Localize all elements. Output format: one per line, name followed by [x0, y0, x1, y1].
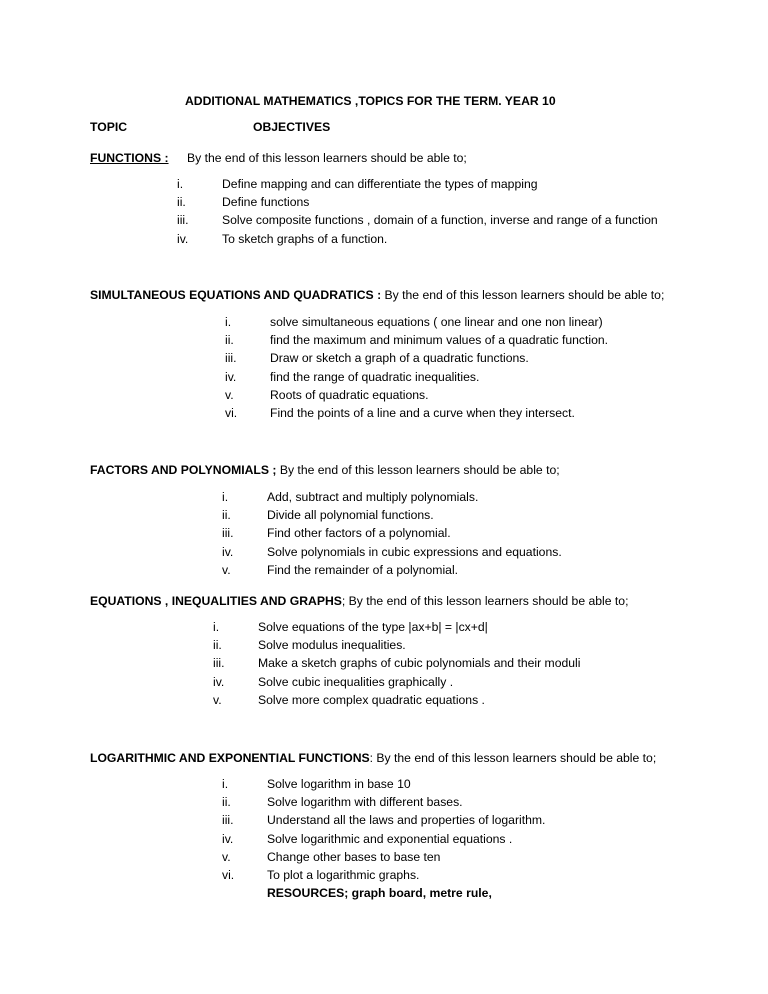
section-heading-simultaneous: SIMULTANEOUS EQUATIONS AND QUADRATICS : — [90, 288, 382, 302]
list-item-number: iv. — [222, 831, 234, 846]
list-item-number: iii. — [222, 526, 234, 541]
list-item-number: ii. — [225, 333, 234, 348]
list-item-number: ii. — [222, 508, 231, 523]
section-intro-equations: ; By the end of this lesson learners should be able to; — [341, 594, 629, 608]
section-heading-equations: EQUATIONS , INEQUALITIES AND GRAPHS — [90, 594, 342, 608]
section-heading-polynomials: FACTORS AND POLYNOMIALS ; — [90, 463, 277, 477]
list-item-text: Solve modulus inequalities. — [258, 638, 406, 653]
section-heading-functions: FUNCTIONS : — [90, 151, 169, 165]
list-item-text: Solve logarithmic and exponential equations . — [267, 831, 513, 846]
list-item-number: v. — [222, 562, 231, 577]
list-item-text: find the maximum and minimum values of a quadratic function. — [270, 333, 609, 348]
list-item-text: Draw or sketch a graph of a quadratic functions. — [270, 351, 529, 366]
list-item-text: Solve logarithm with different bases. — [267, 795, 463, 810]
list-item-text: To sketch graphs of a function. — [222, 231, 388, 246]
list-item-text: find the range of quadratic inequalities. — [270, 369, 480, 384]
list-item-number: v. — [222, 849, 231, 864]
section-intro-polynomials: By the end of this lesson learners should be able to; — [276, 463, 560, 477]
section-heading-logarithmic: LOGARITHMIC AND EXPONENTIAL FUNCTIONS — [90, 751, 370, 765]
list-item-number: ii. — [177, 195, 186, 210]
list-item-number: iv. — [222, 544, 234, 559]
list-item-text: Define functions — [222, 195, 310, 210]
list-item-number: v. — [213, 692, 222, 707]
section-line-simultaneous — [90, 287, 664, 303]
column-header-topic: TOPIC — [90, 120, 128, 134]
list-item-number: iii. — [225, 351, 237, 366]
list-item-text: Understand all the laws and properties of logarithm. — [267, 813, 546, 828]
list-item-number: i. — [225, 315, 232, 329]
list-item-text: Divide all polynomial functions. — [267, 508, 434, 523]
section-line-polynomials — [90, 462, 560, 478]
list-item-text: Add, subtract and multiply polynomials. — [267, 490, 479, 504]
list-item-number: i. — [222, 777, 229, 791]
list-item-text: Solve cubic inequalities graphically . — [258, 674, 454, 689]
list-item-text: Solve more complex quadratic equations . — [258, 692, 485, 707]
list-item-number: v. — [225, 387, 234, 402]
section-line-logarithmic — [90, 750, 656, 766]
list-item-number: iv. — [213, 674, 225, 689]
list-item-number: i. — [213, 620, 220, 634]
list-item-text: Find the remainder of a polynomial. — [267, 562, 459, 577]
list-item-number: iv. — [177, 231, 189, 246]
list-item-number: i. — [177, 177, 184, 191]
list-item-text: Solve equations of the type |ax+b| = |cx+d| — [258, 620, 488, 634]
section-intro-functions: By the end of this lesson learners should be able to; — [187, 151, 467, 165]
list-item-number: iii. — [213, 656, 225, 671]
section-intro-logarithmic: : By the end of this lesson learners should be able to; — [369, 751, 657, 765]
list-item-number: ii. — [213, 638, 222, 653]
list-item-number: vi. — [225, 405, 238, 420]
list-item-number: iv. — [225, 369, 237, 384]
list-item-text: Solve logarithm in base 10 — [267, 777, 411, 791]
list-item-number: iii. — [177, 213, 189, 228]
list-item-number: vi. — [222, 867, 235, 882]
list-item-text: Change other bases to base ten — [267, 849, 441, 864]
list-item-number: iii. — [222, 813, 234, 828]
section-intro-simultaneous: By the end of this lesson learners should be able to; — [381, 288, 665, 302]
list-item-number: ii. — [222, 795, 231, 810]
list-item-text: Solve composite functions , domain of a function, inverse and range of a function — [222, 213, 658, 228]
section-line-equations — [90, 593, 628, 609]
list-item-text: Find other factors of a polynomial. — [267, 526, 451, 541]
column-header-objectives: OBJECTIVES — [253, 120, 331, 134]
list-item-text: Make a sketch graphs of cubic polynomials and their moduli — [258, 656, 581, 671]
document-title: ADDITIONAL MATHEMATICS ,TOPICS FOR THE TERM. YEAR 10 — [185, 94, 556, 108]
resources-line: RESOURCES; graph board, metre rule, — [267, 886, 492, 900]
list-item-text: Find the points of a line and a curve when they intersect. — [270, 405, 575, 420]
list-item-text: To plot a logarithmic graphs. — [267, 867, 420, 882]
list-item-text: solve simultaneous equations ( one linear and one non linear) — [270, 315, 603, 329]
list-item-number: i. — [222, 490, 229, 504]
list-item-text: Define mapping and can differentiate the types of mapping — [222, 177, 538, 191]
list-item-text: Roots of quadratic equations. — [270, 387, 429, 402]
list-item-text: Solve polynomials in cubic expressions and equations. — [267, 544, 562, 559]
